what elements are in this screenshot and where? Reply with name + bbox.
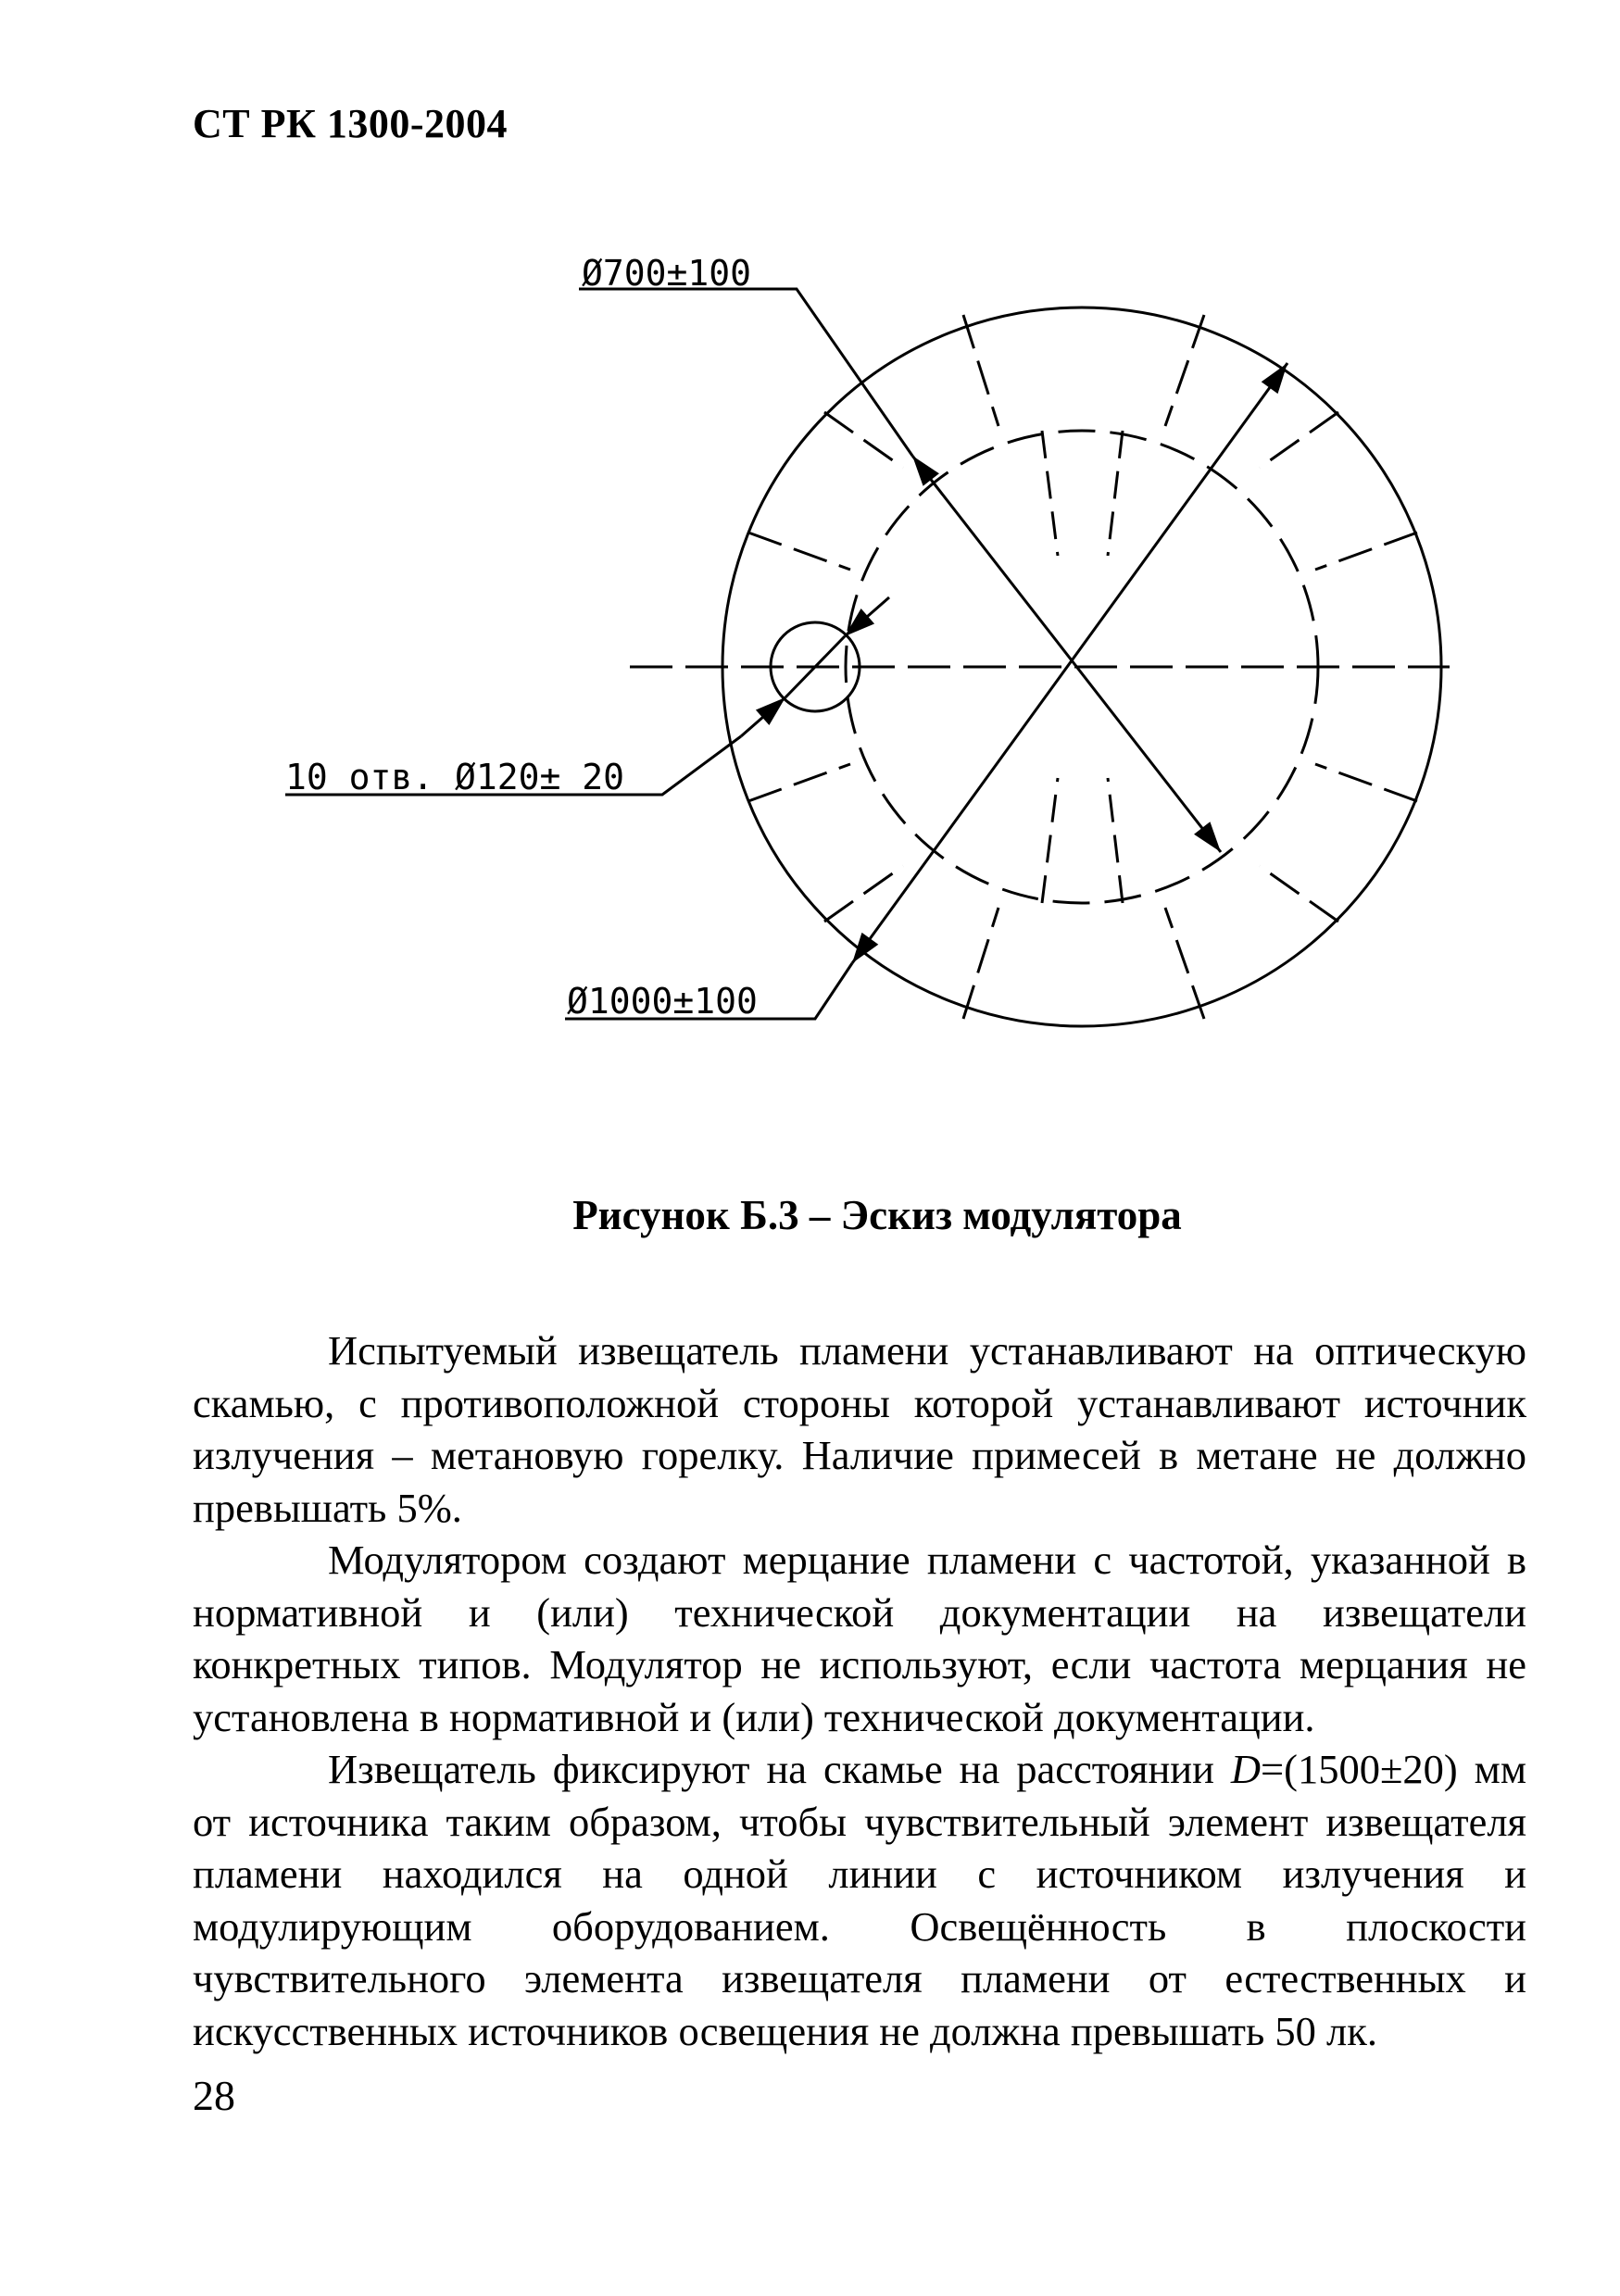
modulator-sketch-figure [0, 0, 1620, 1111]
paragraph-1: Испытуемый извещатель пламени устанавливают на оптическую скамью, с противоположной стороны которой устанавливают источник излучения – метановую горелку. Наличие примесей в метане не должно превышать 5%. [193, 1327, 1526, 1531]
inner-diameter-leader [579, 289, 912, 456]
figure-caption: Рисунок Б.3 – Эскиз модулятора [572, 1192, 1182, 1238]
holes-label: 10 отв. Ø120± 20 [285, 757, 625, 797]
paragraph-3: Извещатель фиксируют на скамье на расстоянии D=(1500±20) мм от источника таким образом, чтобы чувствительный элемент извещателя пламени находился на одной линии с источником излучения и модулирующим оборудованием. Освещённость в плоскости чувствительного элемента извещателя пламени от естественных и искусственных источников освещения не должна превышать 50 лк. [193, 1746, 1526, 2054]
inner-diameter-label: Ø700±100 [582, 253, 752, 294]
outer-diameter-label: Ø1000±100 [567, 981, 758, 1022]
distance-variable: D [1230, 1746, 1262, 1792]
document-code-header: СТ РК 1300-2004 [193, 101, 509, 146]
page-number: 28 [193, 2072, 235, 2119]
hole-dim-lower-arrow [741, 697, 785, 736]
body-text [193, 1324, 1526, 2057]
paragraph-2: Модулятором создают мерцание пламени с частотой, указанной в нормативной и (или) технической документации на извещатели конкретных типов. Модулятор не используют, если частота мерцания не установлена в нормативной и (или) технической документации. [193, 1537, 1526, 1740]
inner-diameter-dim-line [912, 456, 1221, 852]
outer-diameter-dim-line [852, 363, 1287, 963]
